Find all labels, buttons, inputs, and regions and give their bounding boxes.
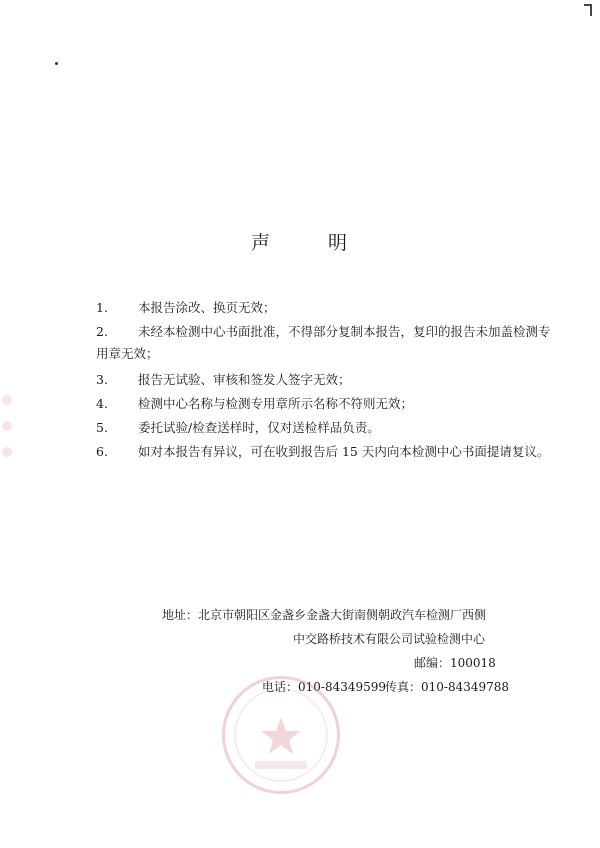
title-char-right: 明 — [328, 232, 350, 254]
item-text: 本报告涂改、换页无效； — [138, 300, 276, 315]
title-char-left: 声 — [250, 232, 272, 254]
item-number: 1. — [96, 300, 108, 315]
item-number: 5. — [96, 420, 108, 435]
item-text: 如对本报告有异议，可在收到报告后 15 天内向本检测中心书面提请复议。 — [138, 444, 550, 459]
item-text: 未经本检测中心书面批准，不得部分复制本报告，复印的报告未加盖检测专 — [138, 324, 551, 339]
item-text: 检测中心名称与检测专用章所示名称不符则无效； — [138, 396, 414, 411]
footer-postcode: 邮编：100018 — [414, 656, 496, 670]
item-number: 6. — [96, 444, 108, 459]
item-number: 3. — [96, 372, 108, 387]
page-title — [0, 228, 600, 255]
item-number: 4. — [96, 396, 108, 411]
official-seal-icon — [222, 676, 340, 794]
footer-address: 地址：北京市朝阳区金盏乡金盏大街南侧朝政汽车检测厂西侧 — [162, 608, 487, 622]
item-text: 报告无试验、审核和签发人签字无效； — [138, 372, 351, 387]
scan-mark-top-right — [584, 4, 592, 16]
bleed-through-marks — [2, 395, 18, 473]
footer-company: 中交路桥技术有限公司试验检测中心 — [293, 632, 486, 646]
footer-fax: 传真：010-84349788 — [385, 680, 510, 694]
item-number: 2. — [96, 324, 108, 339]
scan-dot — [55, 62, 58, 65]
item-text: 委托试验/检查送样时，仅对送检样品负责。 — [138, 420, 380, 435]
item-text-continued: 用章无效； — [96, 346, 159, 361]
footer-phone: 电话：010-84349599 — [262, 680, 387, 694]
